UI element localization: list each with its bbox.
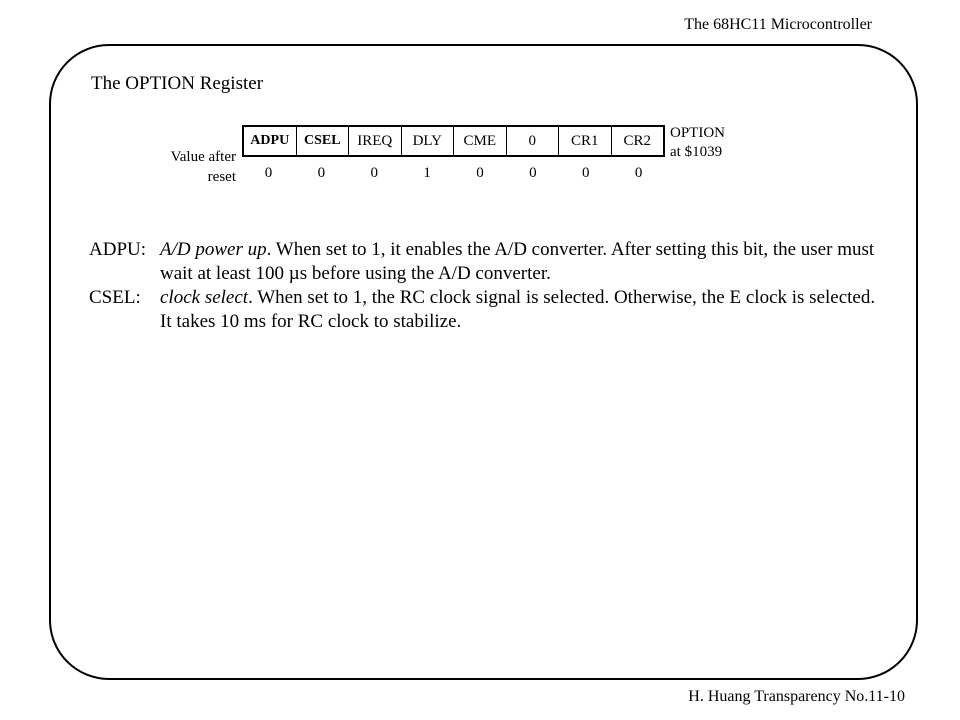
reset-value: 0	[476, 165, 484, 181]
reset-values-row	[242, 165, 665, 182]
definition-term: clock select	[160, 287, 249, 308]
reset-caption-line1: Value after	[170, 149, 236, 165]
definition-term: A/D power up	[160, 239, 267, 260]
bit-cell-cr1: CR1	[558, 127, 611, 155]
bit-cell-cr2: CR2	[611, 127, 664, 155]
definition-label: ADPU:	[89, 239, 147, 260]
register-bit-table	[242, 125, 665, 157]
reset-value: 0	[581, 165, 590, 181]
bit-cell-zero: 0	[506, 127, 559, 155]
register-address: at $1039	[670, 144, 723, 160]
reset-caption	[168, 147, 236, 187]
slide-title: The OPTION Register	[91, 73, 264, 94]
footer-text: H. Huang Transparency No.11-10	[688, 688, 905, 705]
reset-value: 0	[634, 165, 643, 181]
register-name-line1: OPTION	[670, 125, 725, 141]
definition-adpu	[89, 238, 879, 286]
bit-cell-dly: DLY	[401, 127, 454, 155]
reset-value: 1	[423, 165, 431, 181]
definition-body	[160, 286, 879, 334]
bit-cell-cme: CME	[453, 127, 506, 155]
reset-value: 0	[264, 165, 273, 181]
reset-value: 0	[370, 165, 378, 181]
bit-definitions	[89, 238, 879, 334]
header-title: The 68HC11 Microcontroller	[684, 16, 872, 33]
bit-cell-adpu: ADPU	[250, 133, 290, 148]
bit-cell-ireq: IREQ	[348, 127, 401, 155]
reset-value: 0	[317, 165, 326, 181]
register-name	[670, 124, 725, 162]
definition-text: . When set to 1, it enables the A/D converter. After setting this bit, the user must wait at least 100 µs before using the A/D converter.	[160, 239, 875, 284]
bit-cell-csel: CSEL	[296, 127, 349, 155]
reset-caption-line2: reset	[207, 169, 236, 185]
definition-body	[160, 238, 879, 286]
definition-text: . When set to 1, the RC clock signal is selected. Otherwise, the E clock is selected. It takes 10 ms for RC clock to stabilize.	[160, 287, 876, 332]
reset-value: 0	[529, 165, 537, 181]
definition-csel	[89, 286, 879, 334]
definition-label: CSEL:	[89, 287, 141, 308]
